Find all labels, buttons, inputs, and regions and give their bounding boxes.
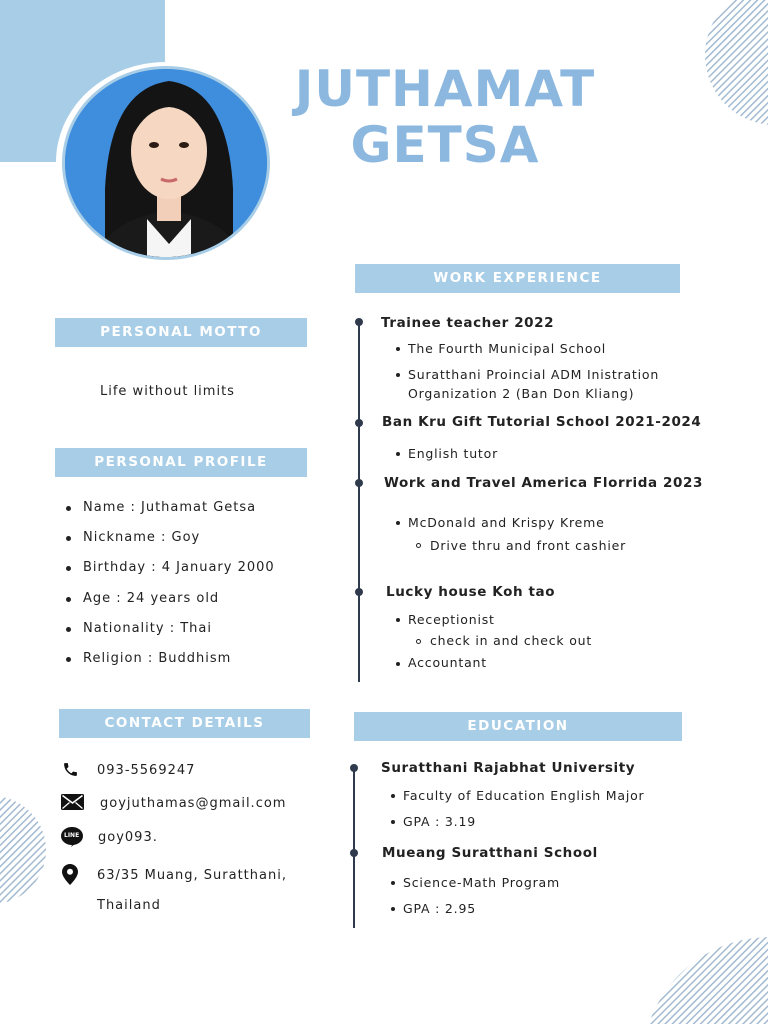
timeline-dot xyxy=(355,479,363,487)
phone-icon xyxy=(62,761,79,778)
decorative-striped-circle-left xyxy=(0,795,48,905)
job-subitem: Drive thru and front cashier xyxy=(430,538,627,553)
profile-nickname: Nickname : Goy xyxy=(83,530,201,545)
sub-bullet xyxy=(416,639,421,644)
profile-birthday: Birthday : 4 January 2000 xyxy=(83,560,275,575)
envelope-icon xyxy=(61,794,84,810)
contact-details-header: CONTACT DETAILS xyxy=(59,709,310,738)
contact-email[interactable]: goyjuthamas@gmail.com xyxy=(100,796,287,811)
job-item: Receptionist xyxy=(408,612,495,627)
bullet xyxy=(66,597,71,602)
contact-address-line2: Thailand xyxy=(97,898,161,913)
bullet xyxy=(391,907,395,911)
profile-photo xyxy=(62,66,270,260)
job-heading: Work and Travel America Florrida 2023 xyxy=(384,475,703,491)
motto-text: Life without limits xyxy=(100,384,235,399)
sub-bullet xyxy=(416,543,421,548)
work-experience-header: WORK EXPERIENCE xyxy=(355,264,680,293)
profile-nationality: Nationality : Thai xyxy=(83,621,212,636)
decorative-striped-circle-top-right xyxy=(700,0,768,130)
decorative-striped-circle-bottom-right xyxy=(640,935,768,1024)
timeline-dot xyxy=(355,419,363,427)
location-pin-icon xyxy=(62,864,78,885)
name-last: GETSA xyxy=(350,116,540,174)
bullet xyxy=(66,506,71,511)
school-item: Faculty of Education English Major xyxy=(403,788,645,803)
bullet xyxy=(66,657,71,662)
school-item: GPA : 2.95 xyxy=(403,901,476,916)
school-item: GPA : 3.19 xyxy=(403,814,476,829)
bullet xyxy=(66,566,71,571)
work-timeline-line xyxy=(358,320,360,682)
timeline-dot xyxy=(350,764,358,772)
bullet xyxy=(391,820,395,824)
profile-name: Name : Juthamat Getsa xyxy=(83,500,257,515)
school-heading: Suratthani Rajabhat University xyxy=(381,760,636,776)
bullet xyxy=(396,373,400,377)
job-item: Accountant xyxy=(408,655,487,670)
job-item: Organization 2 (Ban Don Kliang) xyxy=(408,386,635,401)
timeline-dot xyxy=(355,318,363,326)
contact-line-id: goy093. xyxy=(98,830,158,845)
job-item: The Fourth Municipal School xyxy=(408,341,607,356)
contact-address-line1: 63/35 Muang, Suratthani, xyxy=(97,868,287,883)
job-item: English tutor xyxy=(408,446,499,461)
line-app-icon xyxy=(61,827,83,847)
bullet xyxy=(66,536,71,541)
timeline-dot xyxy=(355,588,363,596)
personal-profile-header: PERSONAL PROFILE xyxy=(55,448,307,477)
personal-motto-header: PERSONAL MOTTO xyxy=(55,318,307,347)
job-heading: Trainee teacher 2022 xyxy=(381,315,555,331)
school-heading: Mueang Suratthani School xyxy=(382,845,598,861)
bullet xyxy=(396,521,400,525)
bullet xyxy=(396,347,400,351)
job-item: Suratthani Proincial ADM Inistration xyxy=(408,367,660,382)
school-item: Science-Math Program xyxy=(403,875,560,890)
job-item: McDonald and Krispy Kreme xyxy=(408,515,605,530)
bullet xyxy=(396,662,400,666)
bullet xyxy=(391,881,395,885)
contact-phone[interactable]: 093-5569247 xyxy=(97,763,196,778)
bullet xyxy=(396,618,400,622)
job-heading: Lucky house Koh tao xyxy=(386,584,556,600)
job-subitem: check in and check out xyxy=(430,633,593,648)
line-icon-label: LINE xyxy=(64,832,80,839)
timeline-dot xyxy=(350,849,358,857)
profile-religion: Religion : Buddhism xyxy=(83,651,232,666)
name-first: JUTHAMAT xyxy=(294,60,596,118)
bullet xyxy=(66,627,71,632)
bullet xyxy=(396,452,400,456)
profile-age: Age : 24 years old xyxy=(83,591,220,606)
bullet xyxy=(391,794,395,798)
education-timeline-line xyxy=(353,766,355,928)
education-header: EDUCATION xyxy=(354,712,682,741)
job-heading: Ban Kru Gift Tutorial School 2021-2024 xyxy=(382,414,702,430)
